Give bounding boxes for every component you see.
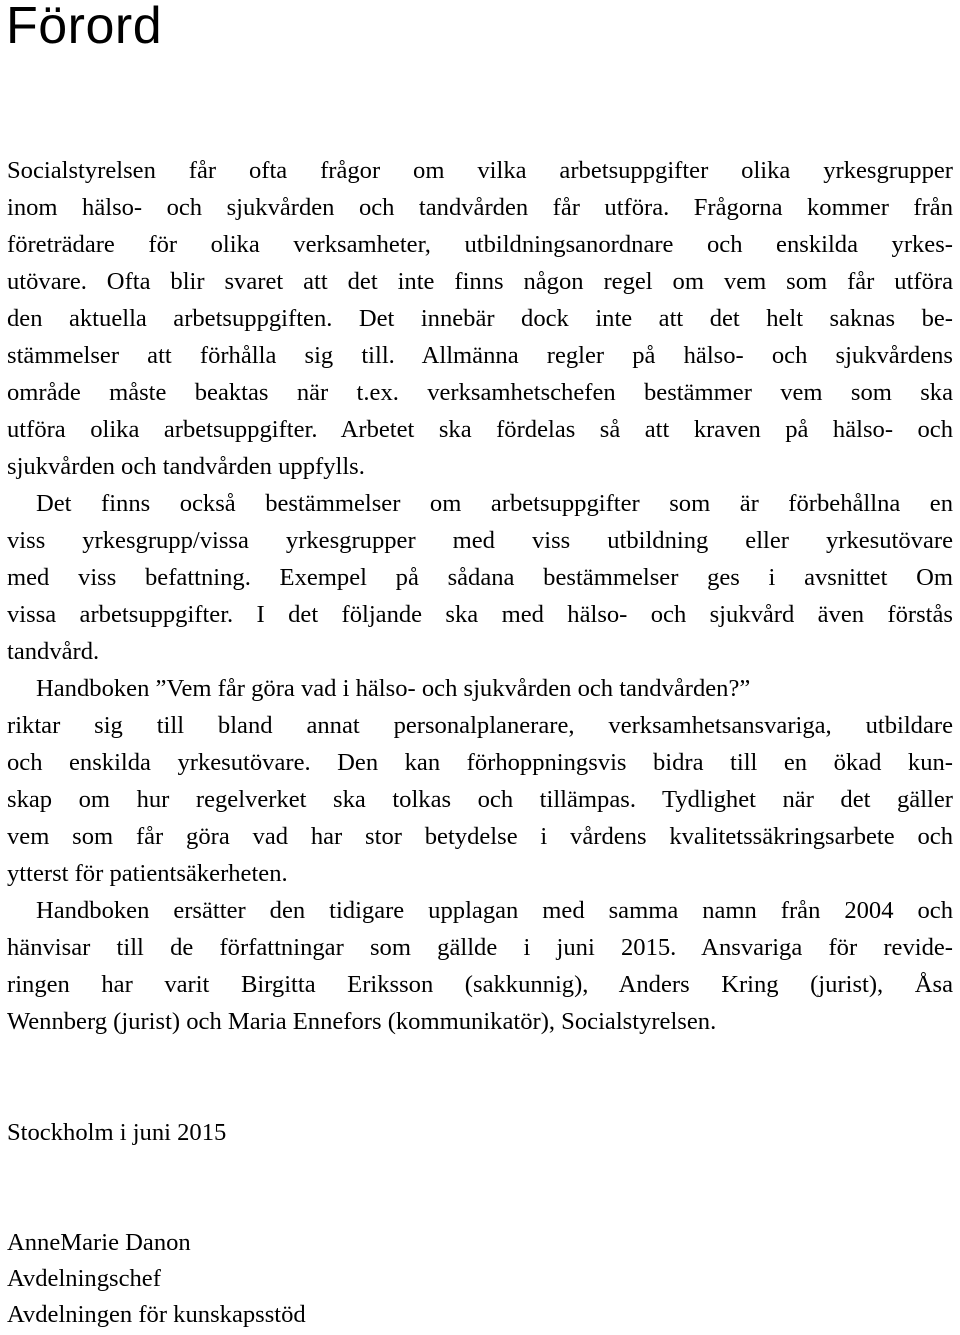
text-line: ytterst för patientsäkerheten. <box>7 860 288 887</box>
text-line: utövare. Ofta blir svaret att det inte finns någon regel om vem som får utföra <box>7 268 953 295</box>
text-line: vem som får göra vad har stor betydelse i vårdens kvalitetssäkringsarbete och <box>7 823 953 850</box>
place-date: Stockholm i juni 2015 <box>7 1119 227 1146</box>
paragraph-intro <box>7 152 953 485</box>
text-line: område måste beaktas när t.ex. verksamhetschefen bestämmer vem som ska <box>7 379 953 406</box>
text-line: Wennberg (jurist) och Maria Ennefors (kommunikatör), Socialstyrelsen. <box>7 1008 717 1035</box>
text-line: ringen har varit Birgitta Eriksson (sakkunnig), Anders Kring (jurist), Åsa <box>7 971 953 998</box>
text-line: tandvård. <box>7 638 100 665</box>
text-line: Det finns också bestämmelser om arbetsuppgifter som är förbehållna en <box>36 490 953 517</box>
text-line: vissa arbetsuppgifter. I det följande ska med hälso- och sjukvård även förstås <box>7 601 953 628</box>
text-line: stämmelser att förhålla sig till. Allmänna regler på hälso- och sjukvårdens <box>7 342 953 369</box>
text-line: utföra olika arbetsuppgifter. Arbetet ska fördelas så att kraven på hälso- och <box>7 416 953 443</box>
signatory-role: Avdelningschef <box>7 1265 161 1292</box>
text-line: och enskilda yrkesutövare. Den kan förhoppningsvis bidra till en ökad kun- <box>7 749 953 776</box>
text-line: skap om hur regelverket ska tolkas och tillämpas. Tydlighet när det gäller <box>7 786 953 813</box>
signature-block <box>7 1225 306 1333</box>
text-line: Socialstyrelsen får ofta frågor om vilka arbetsuppgifter olika yrkesgrupper <box>7 157 953 184</box>
text-line: Handboken ersätter den tidigare upplagan med samma namn från 2004 och <box>36 897 953 924</box>
text-line: inom hälso- och sjukvården och tandvården får utföra. Frågorna kommer från <box>7 194 953 221</box>
paragraph-handbook-audience <box>7 670 953 892</box>
text-line: sjukvården och tandvården uppfylls. <box>7 453 365 480</box>
signatory-department: Avdelningen för kunskapsstöd <box>7 1301 306 1328</box>
text-line: den aktuella arbetsuppgiften. Det innebär dock inte att det helt saknas be- <box>7 305 953 332</box>
body-text <box>7 152 953 1040</box>
signatory-name: AnneMarie Danon <box>7 1229 191 1256</box>
text-line: hänvisar till de författningar som gällde i juni 2015. Ansvariga för revide- <box>7 934 953 961</box>
text-line: riktar sig till bland annat personalplanerare, verksamhetsansvariga, utbildare <box>7 712 953 739</box>
text-line: viss yrkesgrupp/vissa yrkesgrupper med viss utbildning eller yrkesutövare <box>7 527 953 554</box>
paragraph-reserved-tasks <box>7 485 953 670</box>
text-line: Handboken ”Vem får göra vad i hälso- och sjukvården och tandvården?” <box>36 675 751 702</box>
page-title: Förord <box>6 0 163 55</box>
text-line: med viss befattning. Exempel på sådana bestämmelser ges i avsnittet Om <box>7 564 953 591</box>
text-line: företrädare för olika verksamheter, utbildningsanordnare och enskilda yrkes- <box>7 231 953 258</box>
paragraph-handbook-revision <box>7 892 953 1040</box>
